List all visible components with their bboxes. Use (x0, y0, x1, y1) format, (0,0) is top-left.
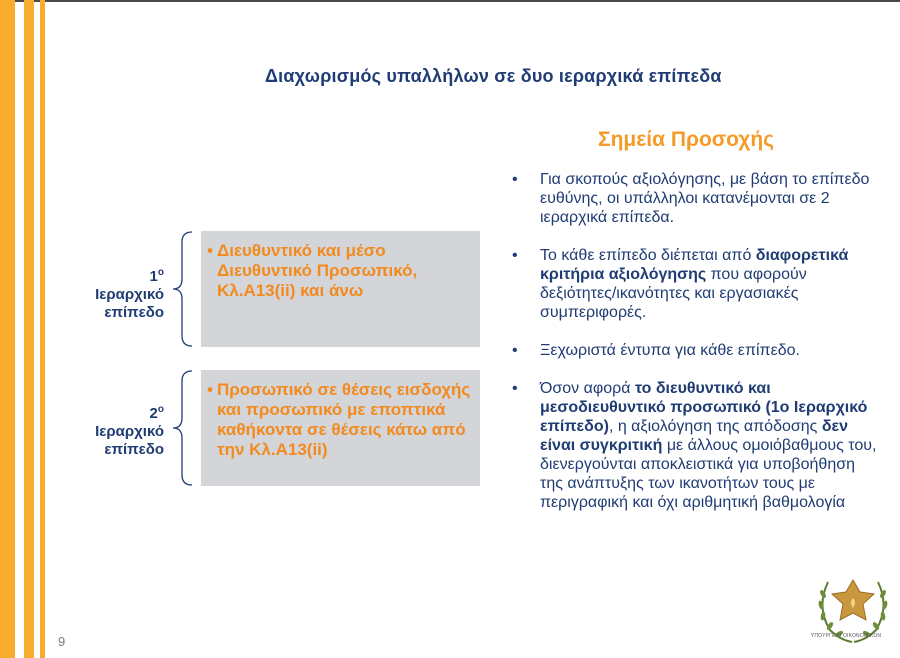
level-line2: επίπεδο (104, 304, 164, 321)
item-text: που αφορούν δεξιότητες/ικανότητες και εργασιακές συμπεριφορές. (540, 266, 807, 321)
ordinal-indicator: ο (157, 267, 164, 278)
level-line1: Ιεραρχικό (95, 286, 164, 303)
bullet-icon: • (512, 171, 518, 188)
item-emphasis: το διευθυντικό και μεσοδιευθυντικό προσωπικό (1ο Ιεραρχικό επίπεδο) (540, 380, 868, 435)
item-text: Το κάθε επίπεδο διέπεται από (540, 247, 756, 264)
level-number: 2 (149, 405, 158, 422)
page-number: 9 (58, 634, 66, 649)
item-text: Ξεχωριστά έντυπα για κάθε επίπεδο. (540, 342, 800, 359)
ordinal-indicator: ο (157, 404, 164, 415)
bullet-icon: • (512, 380, 518, 397)
level-2-box: • Προσωπικό σε θέσεις εισδοχής και προσωπικό με εποπτικά καθήκοντα σε θέσεις κάτω από την Κλ.Α13(ii) (201, 370, 480, 486)
level-number: 1 (149, 268, 158, 285)
brace-icon (170, 369, 196, 487)
level-1-box-text: Διευθυντικό και μέσο Διευθυντικό Προσωπικό, Κλ.Α13(ii) και άνω (217, 241, 418, 300)
coat-of-arms-icon (808, 572, 898, 652)
attention-list (512, 170, 882, 531)
bullet-icon: • (512, 247, 518, 264)
list-item (512, 341, 882, 360)
top-border-line (0, 0, 900, 2)
list-item (512, 379, 882, 512)
attention-title: Σημεία Προσοχής (598, 128, 775, 151)
decorative-stripe (40, 0, 45, 658)
level-2-label (14, 401, 164, 459)
item-emphasis: δεν είναι συγκριτική (540, 418, 849, 454)
ministry-caption: ΥΠΟΥΡΓΕΙΟ ΟΙΚΟΝΟΜΙΚΩΝ (810, 633, 882, 639)
level-line2: επίπεδο (104, 441, 164, 458)
level-2-box-text: Προσωπικό σε θέσεις εισδοχής και προσωπικό με εποπτικά καθήκοντα σε θέσεις κάτω από την Κλ.Α13(ii) (217, 380, 471, 459)
item-text: Όσον αφορά (540, 380, 635, 397)
list-item (512, 170, 882, 227)
level-1-label (14, 264, 164, 322)
decorative-stripe (0, 0, 15, 658)
slide-title: Διαχωρισμός υπαλλήλων σε δυο ιεραρχικά επίπεδα (265, 66, 722, 86)
list-item (512, 246, 882, 322)
item-text: με άλλους ομοιόβαθμους του, διενεργούνται αποκλειστικά για υποβοήθηση της ανάπτυξης των ικανοτήτων τους με περιγραφική και όχι αριθμητική βαθμολογία (540, 437, 877, 511)
item-emphasis: διαφορετικά κριτήρια αξιολόγησης (540, 247, 849, 283)
item-text: Για σκοπούς αξιολόγησης, με βάση το επίπεδο ευθύνης, οι υπάλληλοι κατανέμονται σε 2 ιεραρχικά επίπεδα. (540, 171, 870, 226)
brace-icon (170, 230, 196, 348)
level-1-box: • Διευθυντικό και μέσο Διευθυντικό Προσωπικό, Κλ.Α13(ii) και άνω (201, 231, 480, 347)
decorative-stripe (24, 0, 34, 658)
level-line1: Ιεραρχικό (95, 423, 164, 440)
item-text: , η αξιολόγηση της απόδοσης (608, 418, 822, 435)
bullet-icon: • (512, 342, 518, 359)
